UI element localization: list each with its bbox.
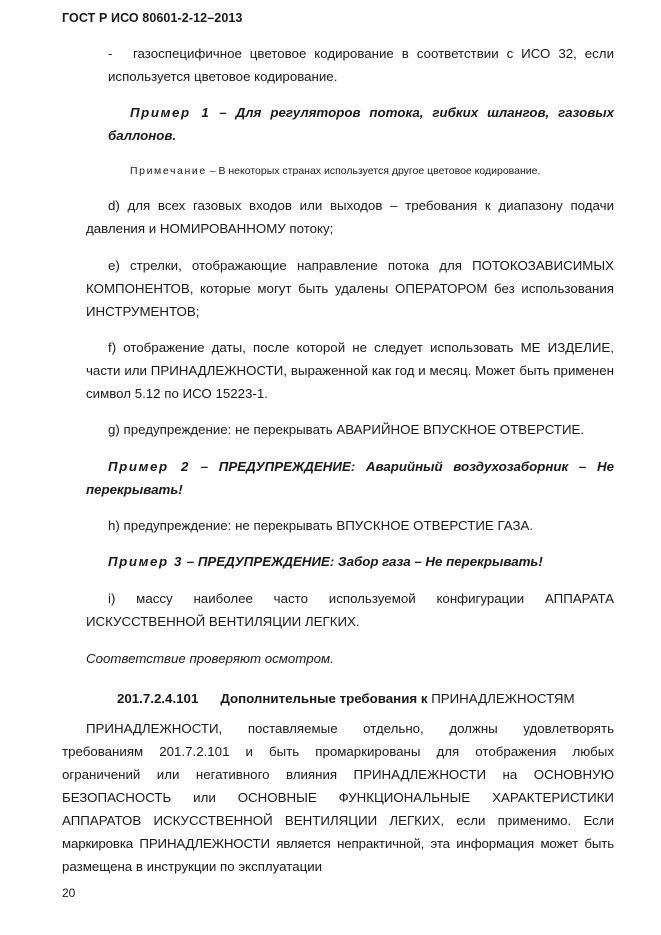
example-2-label: Пример 2 [108, 459, 191, 474]
page-number: 20 [62, 886, 76, 900]
item-d-line-2: давления и НОМИРОВАННОМУ потоку; [86, 221, 334, 236]
section-line-3: ограничений или негативного влияния ПРИНАДЛЕЖНОСТИ на ОСНОВНУЮ [62, 767, 614, 782]
example-2-line-2: перекрывать! [86, 482, 183, 497]
item-d-line-1: d) для всех газовых входов или выходов – требования к диапазону подачи [108, 198, 614, 213]
section-heading [117, 687, 575, 710]
note-label: Примечание [130, 165, 207, 177]
note-text: – В некоторых странах используется другое цветовое кодирование. [209, 165, 541, 177]
section-title-bold: Дополнительные требования к [220, 691, 428, 706]
section-title-rest: ПРИНАДЛЕЖНОСТЯМ [431, 691, 575, 706]
document-header: ГОСТ Р ИСО 80601-2-12–2013 [62, 11, 243, 25]
section-line-7: размещена в инструкции по эксплуатации [62, 859, 323, 874]
section-line-5: АППАРАТОВ ИСКУССТВЕННОЙ ВЕНТИЛЯЦИИ ЛЕГКИХ, если применимо. Если [62, 813, 614, 828]
example-2-text: – ПРЕДУПРЕЖДЕНИЕ: Аварийный воздухозаборник – Не [200, 459, 614, 474]
section-line-1: ПРИНАДЛЕЖНОСТИ, поставляемые отдельно, должны удовлетворять [86, 721, 614, 736]
example-3 [108, 550, 543, 573]
item-e-line-3: ИНСТРУМЕНТОВ; [86, 304, 200, 319]
dash-item-line-1: газоспецифичное цветовое кодирование в соответствии с ИСО 32, если [133, 46, 614, 61]
example-1-label: Пример 1 [130, 105, 211, 120]
example-1-line-2: баллонов. [108, 128, 177, 143]
section-line-2: требованиям 201.7.2.101 и быть промаркированы для отображения любых [62, 744, 614, 759]
item-f-line-1: f) отображение даты, после которой не следует использовать МЕ ИЗДЕЛИЕ, [108, 340, 614, 355]
dash-item-line-2: используется цветовое кодирование. [108, 69, 338, 84]
example-3-label: Пример 3 [108, 554, 184, 569]
list-dash-marker: - [108, 46, 113, 61]
compliance-check: Соответствие проверяют осмотром. [86, 651, 334, 666]
section-number: 201.7.2.4.101 [117, 691, 199, 706]
section-line-6: маркировка ПРИНАДЛЕЖНОСТИ является непрактичной, эта информация может быть [62, 836, 614, 851]
note [130, 165, 540, 177]
example-3-text: – ПРЕДУПРЕЖДЕНИЕ: Забор газа – Не перекрывать! [186, 554, 543, 569]
item-i-line-1: i) массу наиболее часто используемой конфигурации АППАРАТА [108, 591, 614, 606]
item-i-line-2: ИСКУССТВЕННОЙ ВЕНТИЛЯЦИИ ЛЕГКИХ. [86, 614, 360, 629]
item-f-line-3: символ 5.12 по ИСО 15223-1. [86, 386, 268, 401]
example-2-line-1 [108, 455, 614, 478]
item-f-line-2: части или ПРИНАДЛЕЖНОСТИ, выраженной как год и месяц. Может быть применен [86, 363, 614, 378]
item-e-line-1: e) стрелки, отображающие направление потока для ПОТОКОЗАВИСИМЫХ [108, 258, 614, 273]
section-line-4: БЕЗОПАСНОСТЬ или ОСНОВНЫЕ ФУНКЦИОНАЛЬНЫЕ ХАРАКТЕРИСТИКИ [62, 790, 614, 805]
item-g-line: g) предупреждение: не перекрывать АВАРИЙНОЕ ВПУСКНОЕ ОТВЕРСТИЕ. [108, 422, 585, 437]
example-1-line-1 [130, 101, 614, 124]
item-e-line-2: КОМПОНЕНТОВ, которые могут быть удалены ОПЕРАТОРОМ без использования [86, 281, 614, 296]
item-h-line: h) предупреждение: не перекрывать ВПУСКНОЕ ОТВЕРСТИЕ ГАЗА. [108, 518, 534, 533]
example-1-text: – Для регуляторов потока, гибких шлангов, газовых [219, 105, 614, 120]
